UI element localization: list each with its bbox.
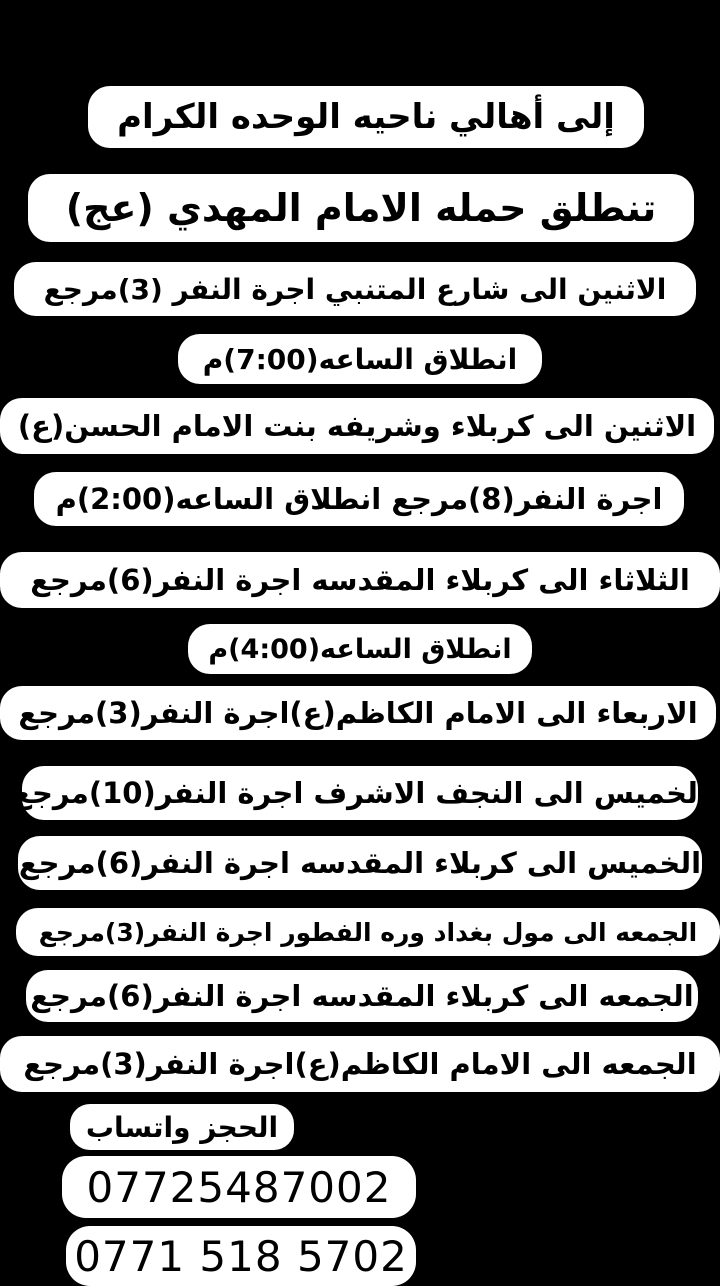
schedule-line-3: الاثنين الى كربلاء وشريفه بنت الامام الحسن(ع)	[0, 398, 714, 454]
phone-number-2[interactable]: 0771 518 5702	[66, 1226, 416, 1286]
schedule-line-6: انطلاق الساعه(4:00)م	[188, 624, 532, 674]
schedule-line-10: الجمعه الى مول بغداد وره الفطور اجرة النفر(3)مرجع	[16, 908, 720, 956]
schedule-line-12: الجمعه الى الامام الكاظم(ع)اجرة النفر(3)مرجع	[0, 1036, 720, 1092]
schedule-line-9: الخميس الى كربلاء المقدسه اجرة النفر(6)مرجع	[18, 836, 702, 890]
campaign-title: تنطلق حمله الامام المهدي (عج)	[28, 174, 694, 242]
greeting-banner: إلى أهالي ناحيه الوحده الكرام	[88, 86, 644, 148]
booking-label: الحجز واتساب	[70, 1104, 294, 1150]
phone-number-1[interactable]: 07725487002	[62, 1156, 416, 1218]
schedule-line-4: اجرة النفر(8)مرجع انطلاق الساعه(2:00)م	[34, 472, 684, 526]
schedule-line-8: الخميس الى النجف الاشرف اجرة النفر(10)مرجع	[22, 766, 698, 820]
schedule-line-1: الاثنين الى شارع المتنبي اجرة النفر (3)مرجع	[14, 262, 696, 316]
schedule-line-5: الثلاثاء الى كربلاء المقدسه اجرة النفر(6)مرجع	[0, 552, 720, 608]
schedule-line-2: انطلاق الساعه(7:00)م	[178, 334, 542, 384]
schedule-line-7: الاربعاء الى الامام الكاظم(ع)اجرة النفر(3)مرجع	[0, 686, 716, 740]
schedule-line-11: الجمعه الى كربلاء المقدسه اجرة النفر(6)مرجع	[26, 970, 698, 1022]
